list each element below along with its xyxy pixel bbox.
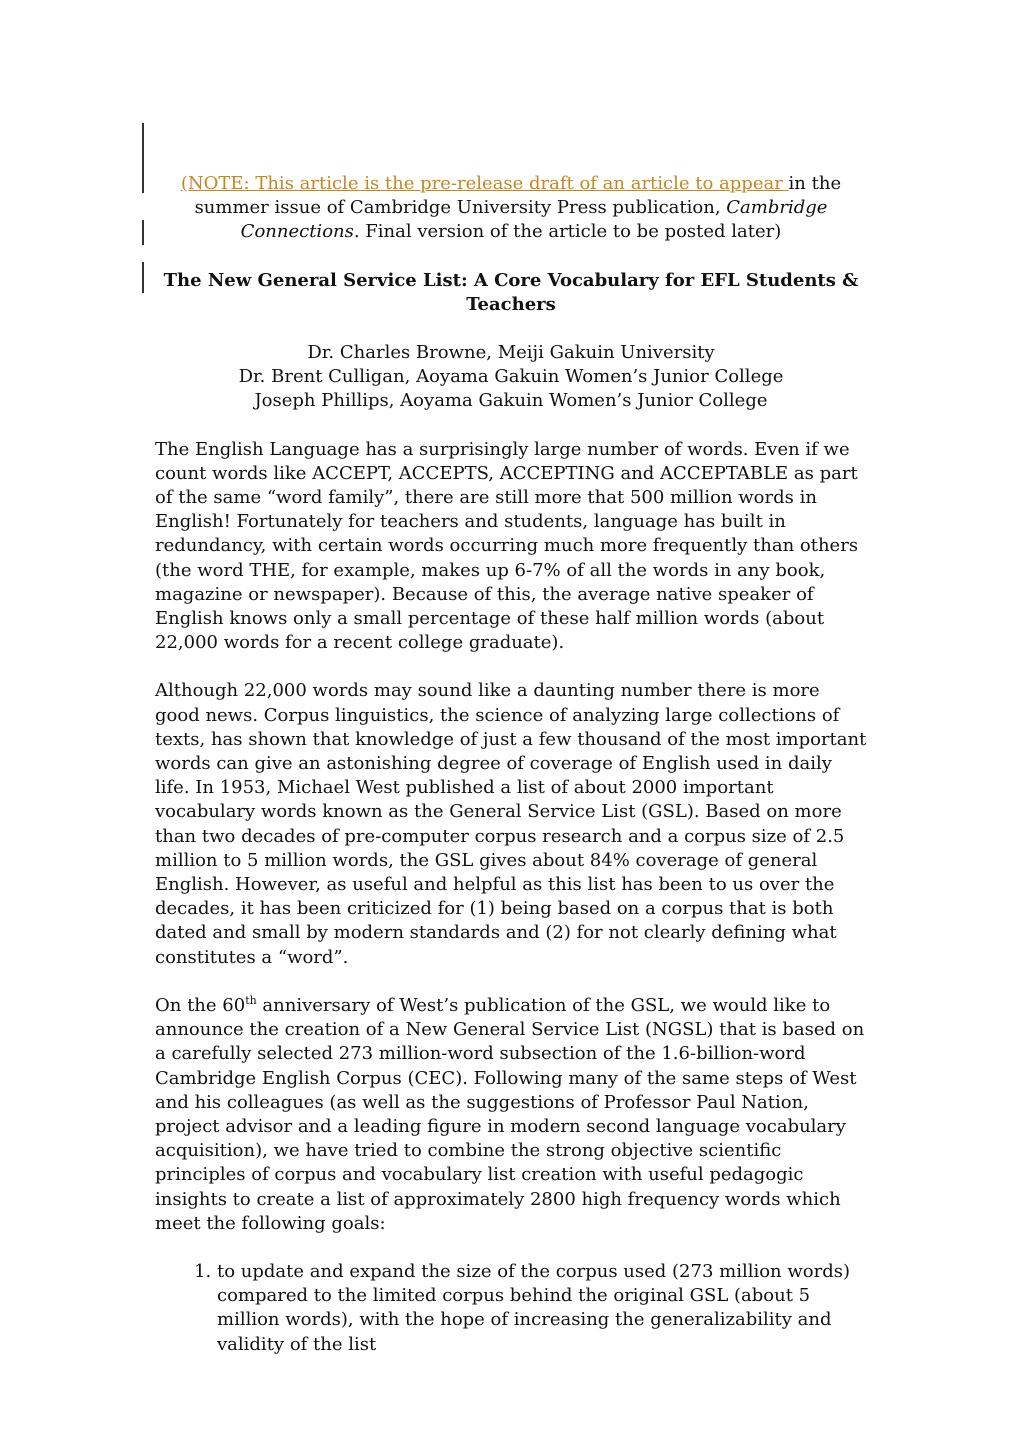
article-title: The New General Service List: A Core Vocabulary for EFL Students & Teachers xyxy=(163,269,859,315)
author-list xyxy=(155,341,867,414)
draft-note-link[interactable]: (NOTE: This article is the pre-release draft of an article to appear xyxy=(180,173,789,194)
revision-bar xyxy=(142,262,144,293)
author-line: Joseph Phillips, Aoyama Gakuin Women’s Junior College xyxy=(254,390,768,412)
paragraph-3 xyxy=(155,994,867,1236)
ordinal-superscript: th xyxy=(245,993,257,1007)
paragraph-3-start: On the 60 xyxy=(155,994,246,1016)
publication-name: Cambridge Connections xyxy=(240,197,828,243)
draft-note-text: in the summer issue of Cambridge University Press publication, xyxy=(194,173,842,219)
revision-bar xyxy=(142,123,144,193)
paragraph-2: Although 22,000 words may sound like a daunting number there is more good news. Corpus linguistics, the science of analyzing large collections of texts, has shown that knowledge of just a few thousand of the most important words can give an astonishing degree of coverage of English used in daily life. In 1953, Michael West published a list of about 2000 important vocabulary words known as the General Service List (GSL). Based on more than two decades of pre-computer corpus research and a corpus size of 2.5 million to 5 million words, the GSL gives about 84% coverage of general English. However, as useful and helpful as this list has been to us over the decades, it has been criticized for (1) being based on a corpus that is both dated and small by modern standards and (2) for not clearly defining what constitutes a “word”. xyxy=(155,680,867,968)
draft-note xyxy=(155,172,867,245)
paragraph-3-rest: anniversary of West’s publication of the GSL, we would like to announce the creation of a New General Service List (NGSL) that is based on a carefully selected 273 million-word subsection of the 1.6-billion-word Cambridge English Corpus (CEC). Following many of the same steps of West and his colleagues (as well as the suggestions of Professor Paul Nation, project advisor and a leading figure in modern second language vocabulary acquisition), we have tried to combine the strong objective scientific principles of corpus and vocabulary list creation with useful pedagogic insights to create a list of approximately 2800 high frequency words which meet the following goals: xyxy=(155,994,865,1234)
document-page xyxy=(155,172,867,1357)
draft-note-text-end: . Final version of the article to be posted later) xyxy=(353,221,782,243)
paragraph-1: The English Language has a surprisingly large number of words. Even if we count words like ACCEPT, ACCEPTS, ACCEPTING and ACCEPTABLE as part of the same “word family”, there are still more that 500 million words in English! Fortunately for teachers and students, language has built in redundancy, with certain words occurring much more frequently than others (the word THE, for example, makes up 6-7% of all the words in any book, magazine or newspaper). Because of this, the average native speaker of English knows only a small percentage of these half million words (about 22,000 words for a recent college graduate). xyxy=(155,438,859,654)
list-item: 1. to update and expand the size of the corpus used (273 million words) compared to the limited corpus behind the original GSL (about 5 million words), with the hope of increasing the generalizability and validity of the list xyxy=(217,1260,867,1357)
author-line: Dr. Brent Culligan, Aoyama Gakuin Women’s Junior College xyxy=(238,366,784,388)
goals-list xyxy=(155,1260,867,1357)
revision-bar xyxy=(142,220,144,245)
author-line: Dr. Charles Browne, Meiji Gakuin University xyxy=(307,342,715,364)
